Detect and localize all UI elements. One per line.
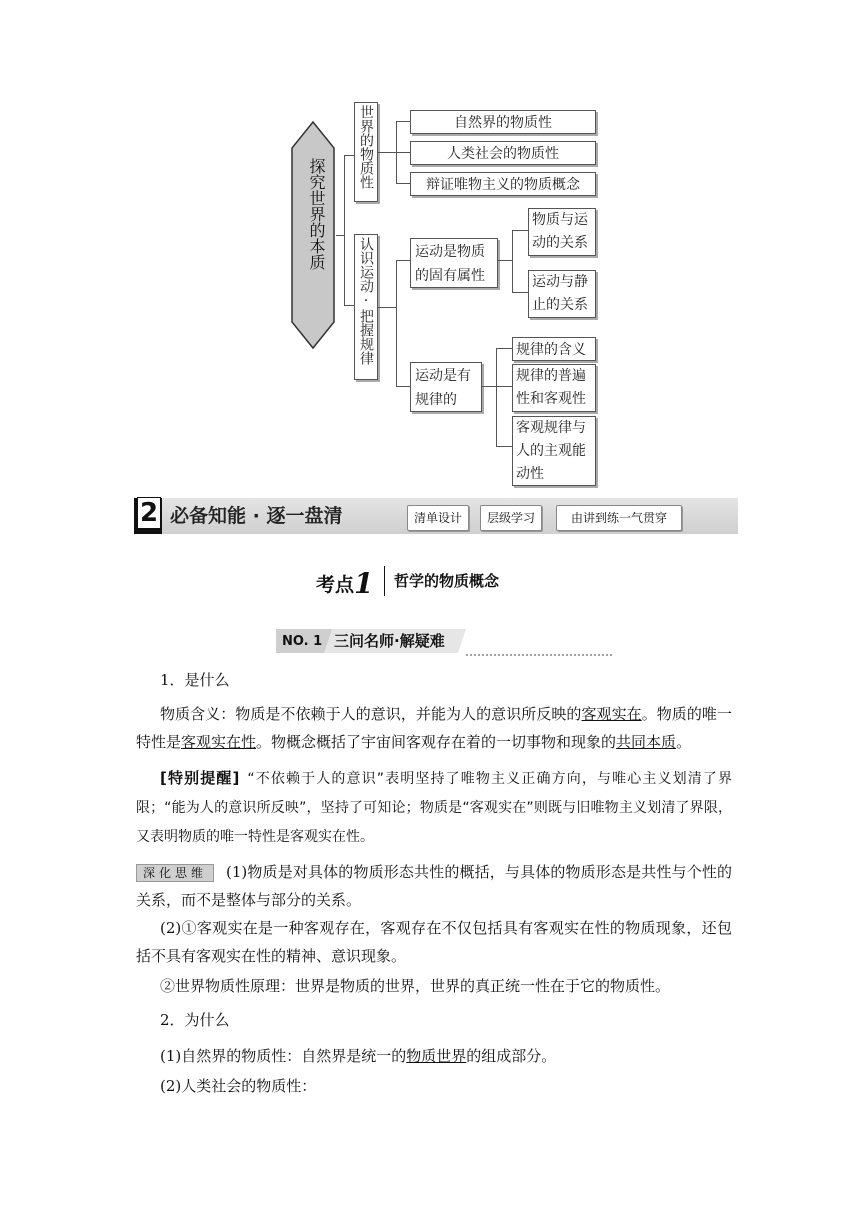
no-bar-shape xyxy=(276,629,616,659)
kaodian-number: 1 xyxy=(354,567,374,600)
section-tag-3: 由讲到练一气贯穿 xyxy=(556,505,682,531)
mindmap-branch-1: 世界的物质性 xyxy=(354,102,378,202)
mindmap-sub2-item-1: 规律的含义 xyxy=(512,337,596,361)
mindmap-sub1-item-2: 运动与静止的关系 xyxy=(528,270,596,318)
paragraph-nature: (1)自然界的物质性：自然界是统一的物质世界的组成部分。 xyxy=(160,1047,557,1065)
mindmap-sub2-item-2: 规律的普遍性和客观性 xyxy=(512,364,596,412)
paragraph-deep-1: 深化思维 (1)物质是对具体的物质形态共性的概括，与具体的物质形态是共性与个性的关系，而不是整体与部分的关系。 xyxy=(136,863,732,909)
mindmap-branch-2: 认识运动·把握规律 xyxy=(354,234,378,380)
no-bar-label: NO. 1 xyxy=(282,634,323,649)
heading-what: 1．是什么 xyxy=(160,671,230,689)
no-bar-title: 三问名师·解疑难 xyxy=(334,632,445,650)
mindmap-sub1-item-1: 物质与运动的关系 xyxy=(528,208,596,256)
section-tag-2: 层级学习 xyxy=(480,505,542,531)
kaodian-header xyxy=(316,567,374,601)
deep-label: 深化思维 xyxy=(136,864,214,882)
paragraph-society: (2)人类社会的物质性： xyxy=(160,1077,317,1095)
section-title: 必备知能 · 逐一盘清 xyxy=(170,505,343,527)
tip-text: “不依赖于人的意识”表明坚持了唯物主义正确方向，与唯心主义划清了界限；“能为人的意识所反映”，坚持了可知论；物质是“客观实在”则既与旧唯物主义划清了界限，又表明物质的唯一特性是客观实在性。 xyxy=(136,771,732,845)
paragraph-tip xyxy=(136,764,732,851)
kaodian-label: 考点 xyxy=(316,574,355,596)
term-common-essence: 共同本质 xyxy=(616,733,677,751)
mindmap-b1-item-1: 自然界的物质性 xyxy=(410,110,596,134)
term-objective-reality: 客观实在 xyxy=(581,705,642,723)
mindmap-b1-item-3: 辩证唯物主义的物质概念 xyxy=(410,172,596,196)
term-objective-reality-property: 客观实在性 xyxy=(181,733,257,751)
mindmap-sub-1: 运动是物质的固有属性 xyxy=(410,238,498,288)
tip-label: [特别提醒] xyxy=(160,769,240,787)
paragraph-definition: 物质含义：物质是不依赖于人的意识，并能为人的意识所反映的客观实在。物质的唯一特性是客观实在性。物概念概括了宇宙间客观存在着的一切事物和现象的共同本质。 xyxy=(136,705,732,751)
section-tag-1: 清单设计 xyxy=(407,505,469,531)
term-material-world: 物质世界 xyxy=(406,1047,467,1065)
mindmap-root: 探究世界的本质 xyxy=(307,158,326,270)
mindmap-sub2-item-3: 客观规律与人的主观能动性 xyxy=(512,416,596,486)
mindmap-sub-2: 运动是有规律的 xyxy=(410,362,482,412)
kaodian-title: 哲学的物质概念 xyxy=(394,572,500,590)
section-number: 2 xyxy=(137,497,161,529)
paragraph-deep-2: (2)①客观实在是一种客观存在，客观存在不仅包括具有客观实在性的物质现象，还包括不具有客观实在性的精神、意识现象。 xyxy=(136,919,732,965)
heading-why: 2．为什么 xyxy=(160,1011,230,1029)
paragraph-deep-3: ②世界物质性原理：世界是物质的世界，世界的真正统一性在于它的物质性。 xyxy=(160,977,671,995)
mindmap-b1-item-2: 人类社会的物质性 xyxy=(410,141,596,165)
